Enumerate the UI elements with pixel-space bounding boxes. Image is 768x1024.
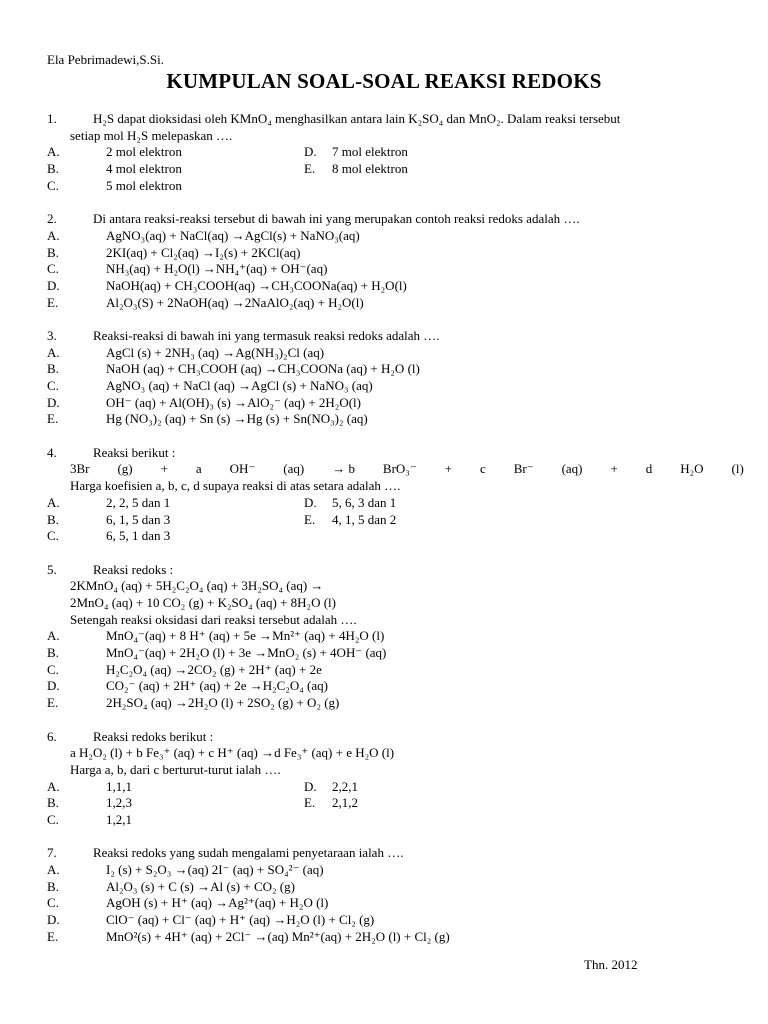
option-text: 2KI(aq) + Cl₂(aq) →I₂(s) + 2KCl(aq) (106, 244, 301, 260)
option-row (47, 161, 727, 178)
question-stem: Reaksi berikut : (93, 444, 176, 460)
option-text: MnO₄⁻(aq) + 8 H⁺ (aq) + 5e →Mn²⁺ (aq) + 4H₂O (l) (106, 628, 385, 644)
option-row (47, 261, 727, 278)
author-name: Ela Pebrimadewi,S.Si. (47, 52, 164, 67)
option-letter: E. (304, 795, 316, 811)
option-letter: D. (47, 394, 60, 410)
question-3 (47, 328, 727, 428)
option-row (47, 779, 727, 796)
equation-term: (l) (731, 461, 744, 477)
option-text: 4 mol elektron (106, 161, 182, 177)
option-row (47, 245, 727, 262)
option-letter: C. (47, 528, 59, 544)
option-row (47, 812, 727, 829)
document-title: KUMPULAN SOAL-SOAL REAKSI REDOKS (166, 69, 602, 93)
equation-term: Br⁻ (513, 461, 534, 477)
option-row (47, 361, 727, 378)
reaction-equation: 2KMnO₄ (aq) + 5H₂C₂O₄ (aq) + 3H₂SO₄ (aq) → (70, 578, 324, 594)
option-letter: B. (47, 511, 59, 527)
question-6 (47, 729, 727, 829)
question-stem: Di antara reaksi-reaksi tersebut di bawah ini yang merupakan contoh reaksi redoks adalah …. (93, 211, 580, 227)
question-stem: H₂S dapat dioksidasi oleh KMnO₄ menghasilkan antara lain K₂SO₄ dan MnO₂. Dalam reaksi tersebut (93, 111, 621, 126)
question-number: 3. (47, 327, 57, 343)
option-row (47, 929, 727, 946)
option-letter: D. (47, 277, 60, 293)
option-row (47, 678, 727, 695)
equation-term: + (160, 461, 168, 477)
option-letter: D. (304, 144, 317, 160)
option-text: 2,1,2 (332, 795, 358, 811)
option-letter: E. (304, 511, 316, 527)
option-row (47, 628, 727, 645)
option-text: OH⁻ (aq) + Al(OH)₃ (s) →AlO₂⁻ (aq) + 2H₂O(l) (106, 394, 361, 410)
option-letter: B. (47, 795, 59, 811)
option-row (47, 912, 727, 929)
question-stem: Reaksi redoks : (93, 561, 174, 577)
question-4 (47, 444, 744, 545)
option-text: AgNO₃(aq) + NaCl(aq) →AgCl(s) + NaNO₃(aq) (106, 227, 360, 243)
equation-term: + (444, 461, 453, 477)
option-text: 2H₂SO₄ (aq) →2H₂O (l) + 2SO₂ (g) + O₂ (g) (106, 695, 340, 711)
question-number: 7. (47, 845, 57, 861)
reaction-equation (47, 461, 744, 478)
option-letter: D. (47, 678, 60, 694)
option-row (47, 645, 727, 662)
question-prompt: Harga koefisien a, b, c, d supaya reaksi di atas setara adalah …. (70, 478, 401, 494)
option-text: MnO²(s) + 4H⁺ (aq) + 2Cl⁻ →(aq) Mn²⁺(aq) + 2H₂O (l) + Cl₂ (g) (106, 928, 450, 944)
question-number: 1. (47, 111, 57, 126)
question-5 (47, 562, 727, 712)
reaction-equation: a H₂O₂ (l) + b Fe₃⁺ (aq) + c H⁺ (aq) →d Fe₃⁺ (aq) + e H₂O (l) (70, 745, 395, 761)
option-text: CO₂⁻ (aq) + 2H⁺ (aq) + 2e →H₂C₂O₄ (aq) (106, 678, 328, 694)
question-1 (47, 111, 727, 194)
option-text: Al₂O₃(S) + 2NaOH(aq) →2NaAlO₂(aq) + H₂O(l) (106, 294, 364, 310)
equation-term: (g) (117, 461, 133, 477)
option-text: Al₂O₃ (s) + C (s) →Al (s) + CO₂ (g) (106, 878, 295, 894)
option-text: 2,2,1 (332, 778, 358, 794)
option-text: NH₃(aq) + H₂O(l) →NH₄⁺(aq) + OH⁻(aq) (106, 261, 328, 277)
equation-term: + (610, 461, 618, 477)
option-text: 5 mol elektron (106, 177, 182, 193)
option-text: AgNO₃ (aq) + NaCl (aq) →AgCl (s) + NaNO₃ (aq) (106, 378, 373, 394)
option-letter: A. (47, 862, 60, 878)
option-text: 1,2,3 (106, 795, 132, 811)
option-letter: B. (47, 161, 59, 177)
option-letter: A. (47, 494, 60, 510)
question-prompt: Harga a, b, dari c berturut-turut ialah …. (70, 761, 281, 777)
equation-term: → b (332, 461, 355, 477)
option-row (47, 695, 727, 712)
option-row (47, 879, 727, 896)
option-row (47, 795, 727, 812)
option-letter: C. (47, 378, 59, 394)
option-letter: B. (47, 878, 59, 894)
option-row (47, 862, 727, 879)
equation-term: a (195, 461, 202, 477)
option-row (47, 512, 727, 529)
equation-term: d (645, 461, 653, 477)
option-letter: E. (47, 695, 59, 711)
question-7 (47, 845, 727, 945)
option-row (47, 495, 727, 512)
option-letter: C. (47, 895, 59, 911)
footer-year: Thn. 2012 (584, 957, 638, 972)
option-letter: E. (47, 411, 59, 427)
option-row (47, 278, 727, 295)
option-letter: D. (304, 494, 317, 510)
option-text: 8 mol elektron (332, 161, 408, 177)
option-text: 7 mol elektron (332, 144, 408, 160)
question-number: 6. (47, 728, 57, 744)
option-text: AgCl (s) + 2NH₃ (aq) →Ag(NH₃)₂Cl (aq) (106, 344, 325, 360)
option-text: NaOH (aq) + CH₃COOH (aq) →CH₃COONa (aq) + H₂O (l) (106, 361, 420, 377)
question-stem: Reaksi redoks yang sudah mengalami penyetaraan ialah …. (93, 845, 404, 861)
option-text: 5, 6, 3 dan 1 (332, 494, 397, 510)
question-number: 2. (47, 211, 57, 227)
question-2 (47, 211, 727, 311)
option-letter: A. (47, 344, 60, 360)
option-text: AgOH (s) + H⁺ (aq) →Ag²⁺(aq) + H₂O (l) (106, 895, 329, 911)
option-text: 2, 2, 5 dan 1 (106, 494, 171, 510)
option-row (47, 662, 727, 679)
option-text: Hg (NO₃)₂ (aq) + Sn (s) →Hg (s) + Sn(NO₃)₂ (aq) (106, 411, 368, 427)
option-text: H₂C₂O₄ (aq) →2CO₂ (g) + 2H⁺ (aq) + 2e (106, 661, 322, 677)
option-text: ClO⁻ (aq) + Cl⁻ (aq) + H⁺ (aq) →H₂O (l) + Cl₂ (g) (106, 912, 375, 928)
option-letter: A. (47, 628, 60, 644)
option-letter: E. (304, 161, 316, 177)
option-letter: C. (47, 661, 59, 677)
question-prompt: Setengah reaksi oksidasi dari reaksi tersebut adalah …. (70, 611, 357, 627)
option-text: 4, 1, 5 dan 2 (332, 511, 397, 527)
option-text: 1,1,1 (106, 778, 132, 794)
option-row (47, 144, 727, 161)
option-row (47, 895, 727, 912)
option-row (47, 395, 727, 412)
option-text: 6, 1, 5 dan 3 (106, 511, 171, 527)
option-text: 1,2,1 (106, 811, 132, 827)
option-letter: A. (47, 778, 60, 794)
option-row (47, 228, 727, 245)
equation-term: H₂O (680, 461, 704, 477)
option-text: MnO₄⁻(aq) + 2H₂O (l) + 3e →MnO₂ (s) + 4OH⁻ (aq) (106, 645, 387, 661)
option-text: 2 mol elektron (106, 144, 182, 160)
equation-term: (aq) (283, 461, 305, 477)
option-row (47, 345, 727, 362)
option-letter: E. (47, 928, 59, 944)
question-number: 4. (47, 444, 57, 460)
equation-term: 3Br (70, 461, 90, 477)
option-letter: B. (47, 645, 59, 661)
question-stem-continued: setiap mol H₂S melepaskan …. (70, 127, 233, 143)
equation-term: (aq) (561, 461, 583, 477)
question-stem: Reaksi-reaksi di bawah ini yang termasuk reaksi redoks adalah …. (93, 327, 440, 343)
option-letter: C. (47, 261, 59, 277)
option-row (47, 295, 727, 312)
option-text: I₂ (s) + S₂O₃ →(aq) 2I⁻ (aq) + SO₄²⁻ (aq) (106, 862, 324, 878)
option-row (47, 528, 727, 545)
option-letter: C. (47, 811, 59, 827)
question-list (47, 111, 744, 962)
option-letter: B. (47, 244, 59, 260)
question-stem: Reaksi redoks berikut : (93, 728, 214, 744)
reaction-equation: 2MnO₄ (aq) + 10 CO₂ (g) + K₂SO₄ (aq) + 8H₂O (l) (70, 594, 336, 610)
equation-term: BrO₃⁻ (382, 461, 417, 477)
question-number: 5. (47, 561, 57, 577)
option-letter: A. (47, 227, 60, 243)
option-text: 6, 5, 1 dan 3 (106, 528, 171, 544)
option-letter: D. (304, 778, 317, 794)
option-letter: C. (47, 177, 59, 193)
option-letter: A. (47, 144, 60, 160)
option-letter: E. (47, 294, 59, 310)
option-row (47, 378, 727, 395)
option-text: NaOH(aq) + CH₃COOH(aq) →CH₃COONa(aq) + H₂O(l) (106, 277, 407, 293)
option-row (47, 178, 727, 195)
equation-term: OH⁻ (229, 461, 256, 477)
option-row (47, 411, 727, 428)
option-letter: D. (47, 912, 60, 928)
option-letter: B. (47, 361, 59, 377)
equation-term: c (479, 461, 486, 477)
